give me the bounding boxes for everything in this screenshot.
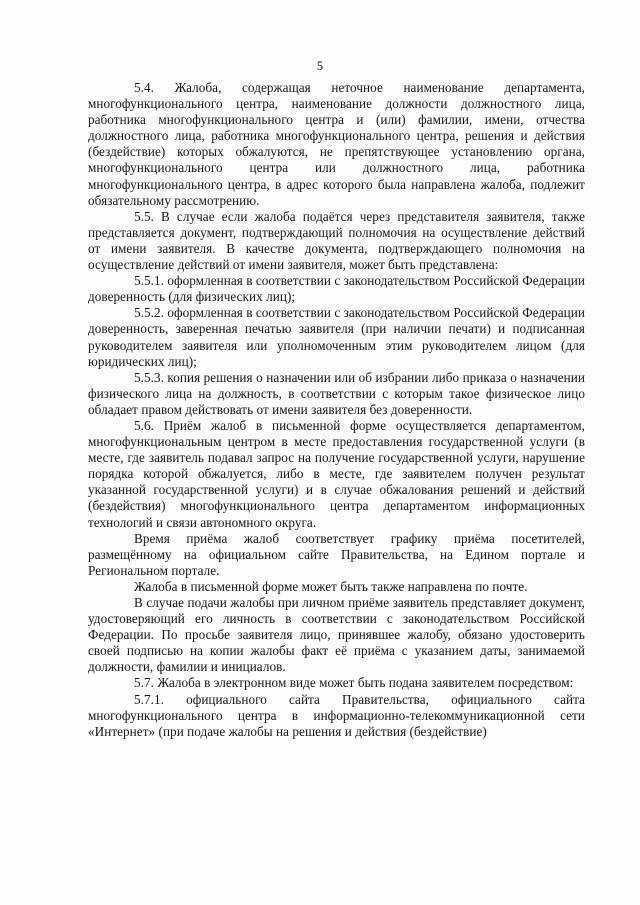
paragraph-5-5: 5.5. В случае если жалоба подаётся через представителя заявителя, также представляется документ, подтверждающий полномочия на осуществление действий от имени заявителя. В качестве документа, подтверждающего полномочия на осуществление действий от имени заявителя, может быть представлена: [88, 208, 585, 273]
paragraph-postal-submission: Жалоба в письменной форме может быть также направлена по почте. [134, 578, 528, 594]
paragraph-5-7-1: 5.7.1. официального сайта Правительства, официального сайта многофункционального центра в информационно-телекоммуникационной сети «Интернет» (при подаче жалобы на решения и действия (бездействие) [88, 691, 585, 739]
paragraph-personal-reception: В случае подачи жалобы при личном приёме заявитель представляет документ, удостоверяющий его личность в соответствии с законодательством Российской Федерации. По просьбе заявителя лицо, принявшее жалобу, обязано удостоверить своей подписью на копии жалобы факт её приёма с указанием даты, занимаемой должности, фамилии и инициалов. [88, 595, 585, 675]
paragraph-5-5-3: 5.5.3. копия решения о назначении или об избрании либо приказа о назначении физического лица на должность, в соответствии с которым такое физическое лицо обладает правом действовать от имени заявителя без доверенности. [88, 369, 585, 417]
paragraph-reception-time: Время приёма жалоб соответствует графику приёма посетителей, размещённому на официальном сайте Правительства, на Едином портале и Региональном портале. [88, 530, 585, 578]
paragraph-5-4: 5.4. Жалоба, содержащая неточное наименование департамента, многофункционального центра, наименование должности должностного лица, работника многофункционального центра и (или) фамилии, имени, отчества должностного лица, работника многофункционального центра, решения и действия (бездействие) которых обжалуются, не препятствующее установлению органа, многофункционального центра или должностного лица, работника многофункционального центра, в адрес которого была направлена жалоба, подлежит обязательному рассмотрению. [88, 80, 585, 208]
paragraph-5-5-2: 5.5.2. оформленная в соответствии с законодательством Российской Федерации доверенность, заверенная печатью заявителя (при наличии печати) и подписанная руководителем заявителя или уполномоченным этим руководителем лицом (для юридических лиц); [88, 305, 585, 369]
paragraph-5-7: 5.7. Жалоба в электронном виде может быть подана заявителем посредством: [134, 675, 574, 691]
paragraph-5-6: 5.6. Приём жалоб в письменной форме осуществляется департаментом, многофункциональным центром в месте предоставления государственной услуги (в месте, где заявитель подавал запрос на получение государственной услуги, нарушение порядка которой обжалуется, либо в месте, где заявителем получен результат указанной государственной услуги) и в случае обжалования решений и действий (бездействия) многофункционального центра департаментом информационных технологий и связи автономного округа. [88, 417, 585, 530]
paragraph-5-5-1: 5.5.1. оформленная в соответствии с законодательством Российской Федерации доверенность (для физических лиц); [88, 273, 585, 305]
document-body [88, 80, 585, 740]
page-number: 5 [316, 59, 324, 73]
